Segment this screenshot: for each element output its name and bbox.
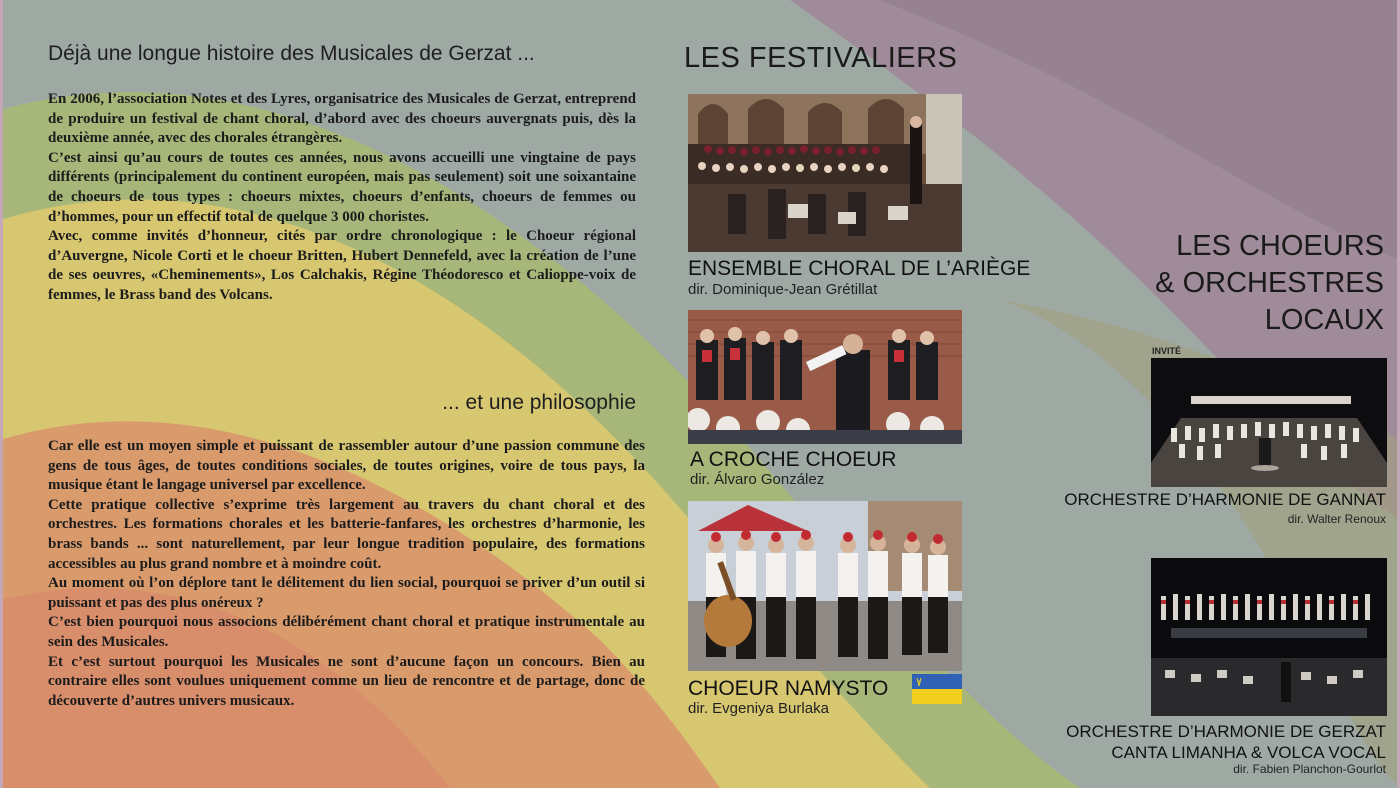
orchestra-director-2: dir. Fabien Planchon-Gourlot — [1233, 762, 1386, 776]
local-heading-line-2: & ORCHESTRES — [1155, 267, 1384, 299]
philosophy-paragraph — [48, 437, 645, 711]
group-name-3: CHOEUR NAMYSTO — [688, 677, 889, 700]
history-text: En 2006, l’association Notes et des Lyres, organisatrice des Musicales de Gerzat, entreprend de produire un festival de chant choral, d’abord avec des choeurs auvergnats puis, dès la deuxième année, avec des chorales étrangères. C’est ainsi qu’au cours de toutes ces années, nous avons accueilli une vingtaine de pays différents (principalement du continent européen, mais pas seulement) soit une soixantaine de choeurs de tous types : choeurs mixtes, choeurs d’enfants, choeurs de femmes ou d’hommes, pour un effectif total de quelque 3 000 choristes. Avec, comme invités d’honneur, cités par ordre chronologique : le Choeur régional d’Auvergne, Nicole Corti et le choeur Britten, Hubert Dennefeld, avec la création de l’une de ses oeuvres, «Cheminements», Los Calchakis, Régine Théodoresco et Calioppe-voix de femmes, le Brass band des Volcans. — [48, 91, 636, 303]
history-heading: Déjà une longue histoire des Musicales de Gerzat ... — [48, 42, 535, 65]
festivaliers-heading: LES FESTIVALIERS — [684, 42, 958, 74]
ukraine-flag-icon — [912, 674, 962, 704]
orchestra-name-2-line-1: ORCHESTRE D’HARMONIE DE GERZAT — [1066, 722, 1386, 741]
orchestra-name-2 — [1066, 721, 1386, 763]
orchestra-director-1: dir. Walter Renoux — [1287, 512, 1386, 526]
local-heading-line-1: LES CHOEURS — [1176, 230, 1384, 262]
group-director-1: dir. Dominique-Jean Grétillat — [688, 281, 878, 298]
orchestre-gannat-photo — [1151, 358, 1387, 487]
invite-label: INVITÉ — [1152, 346, 1182, 356]
group-name-2: A CROCHE CHOEUR — [690, 448, 897, 471]
local-heading-line-3: LOCAUX — [1264, 304, 1384, 336]
orchestre-gerzat-photo — [1151, 558, 1387, 716]
group-name-1: ENSEMBLE CHORAL DE L’ARIÈGE — [688, 257, 1031, 280]
philosophy-text: Car elle est un moyen simple et puissant de rassembler autour d’une passion commune des gens de tous âges, de toutes conditions sociales, de toutes origines, voire de tous pays, la musique étant le langage universel par excellence. Cette pratique collective s’exprime très largement au travers du chant choral et des orchestres. Les formations chorales et les batterie-fanfares, les orchestres d’harmonie, les brass bands ... sont naturellement, par leur longue tradition populaire, des formations accessibles au plus grand nombre et à moindre coût. Au moment où l’on déplore tant le délitement du lien social, pourquoi se priver d’un outil si puissant et pas des plus onéreux ? C’est bien pourquoi nous associons délibérément chant choral et pratique instrumentale au sein des Musicales. Et c’est surtout pourquoi les Musicales ne sont d’aucune façon un concours. Bien au contraire elles sont voulues uniquement comme un lieu de rencontre et de partage, donc de découverte d’autres univers musicaux. — [48, 438, 645, 709]
group-director-3: dir. Evgeniya Burlaka — [688, 700, 829, 717]
local-ensembles-heading — [1155, 228, 1384, 339]
philosophy-heading: ... et une philosophie — [442, 391, 636, 414]
ensemble-choral-photo — [688, 94, 962, 252]
orchestra-name-2-line-2: CANTA LIMANHA & VOLCA VOCAL — [1111, 743, 1386, 762]
orchestra-name-1: ORCHESTRE D’HARMONIE DE GANNAT — [1064, 490, 1386, 509]
choeur-namysto-photo — [688, 501, 962, 671]
a-croche-choeur-photo — [688, 310, 962, 444]
history-paragraph — [48, 90, 636, 306]
group-director-2: dir. Álvaro González — [690, 471, 825, 488]
